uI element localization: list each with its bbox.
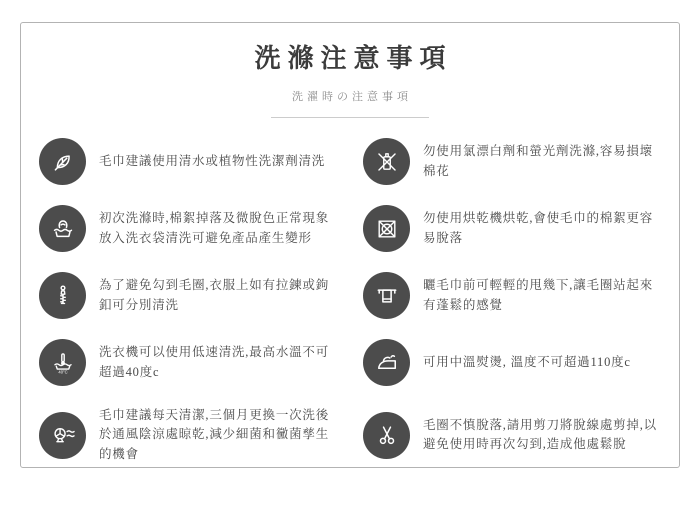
care-item-text: 初次洗滌時,棉絮掉落及微脫色正常現象放入洗衣袋清洗可避免產品產生變形 (99, 211, 330, 245)
care-item (363, 195, 665, 262)
care-instructions-card (20, 22, 680, 468)
care-item-text: 曬毛巾前可輕輕的甩幾下,讓毛圈站起來有蓬鬆的感覺 (423, 278, 654, 312)
care-item-text: 勿使用烘乾機烘乾,會使毛巾的棉絮更容易脫落 (423, 211, 654, 245)
hand-wash-icon (39, 205, 86, 252)
zipper-icon (39, 272, 86, 319)
care-items-grid (39, 128, 665, 474)
air-dry-icon (39, 412, 86, 459)
care-item-text: 可用中溫熨燙, 溫度不可超過110度c (423, 354, 631, 369)
care-item (363, 128, 665, 195)
scissors-icon (363, 412, 410, 459)
care-item-text: 勿使用氯漂白劑和螢光劑洗滌,容易損壞棉花 (423, 144, 654, 178)
no-bleach-icon (363, 138, 410, 185)
care-item (39, 262, 341, 329)
care-item-text: 為了避免勾到毛圈,衣服上如有拉鍊或鉤釦可分別清洗 (99, 278, 330, 312)
towel-rail-icon (363, 272, 410, 319)
care-item (363, 329, 665, 396)
care-item-text: 毛圈不慎脫落,請用剪刀將脫線處剪掉,以避免使用時再次勾到,造成他處鬆脫 (423, 417, 657, 452)
card-header (21, 23, 679, 118)
care-item (363, 396, 665, 474)
water-temp-label: 40°C (57, 369, 68, 375)
care-item (39, 195, 341, 262)
no-tumble-dry-icon (363, 205, 410, 252)
page-subtitle: 洗濯時の注意事項 (292, 91, 412, 103)
care-item-text: 毛巾建議使用清水或植物性洗潔劑清洗 (99, 153, 326, 168)
care-item-text: 毛巾建議每天清潔,三個月更換一次洗後於通風陰涼處晾乾,減少細菌和黴菌孳生的機會 (99, 408, 330, 461)
care-item (39, 329, 341, 396)
leaf-icon (39, 138, 86, 185)
care-item (39, 396, 341, 474)
iron-icon (363, 339, 410, 386)
page-title: 洗滌注意事項 (254, 44, 453, 73)
care-item (363, 262, 665, 329)
water-temp-40-icon (39, 339, 86, 386)
care-item-text: 洗衣機可以使用低速清洗,最高水溫不可超過40度c (99, 345, 330, 379)
care-item (39, 128, 341, 195)
header-divider (271, 117, 429, 118)
